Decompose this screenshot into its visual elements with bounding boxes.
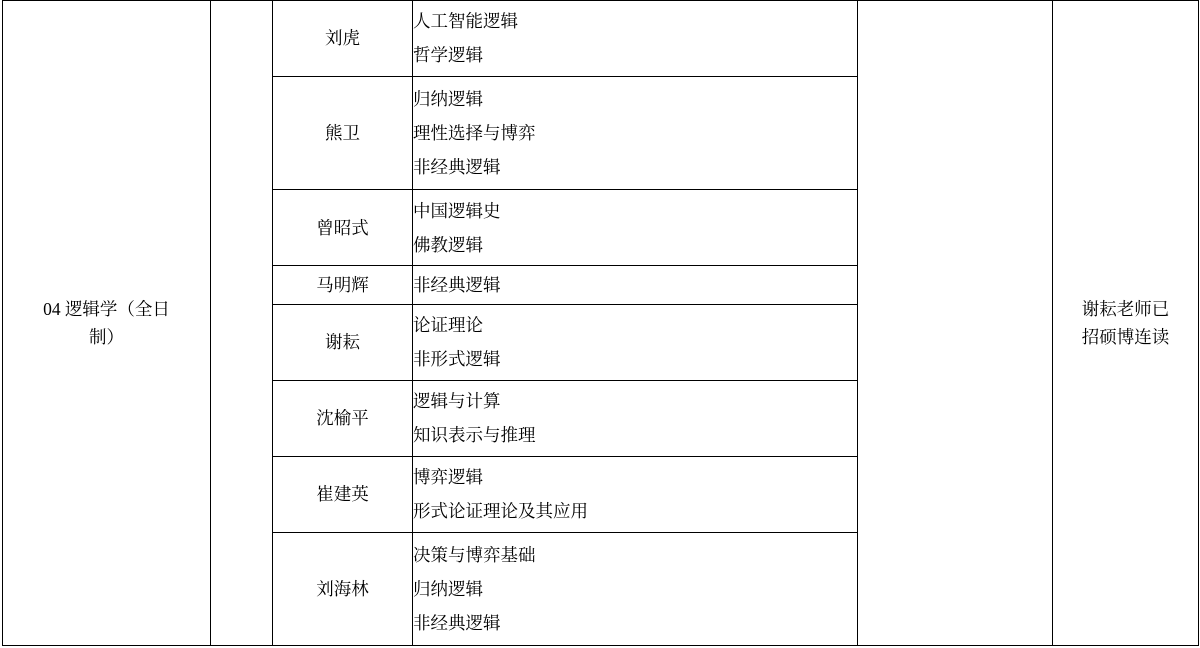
- teacher-name: 熊卫: [273, 76, 413, 189]
- topic-item: 理性选择与博弈: [413, 123, 536, 144]
- teacher-name: 马明辉: [273, 266, 413, 305]
- topic-item: 人工智能逻辑: [413, 11, 518, 32]
- note-line2: 招硕博连读: [1081, 327, 1170, 347]
- topic-item: 决策与博弈基础: [413, 544, 536, 565]
- research-topics: [413, 266, 858, 305]
- topic-item: 非形式逻辑: [413, 349, 501, 370]
- teacher-name: 刘虎: [273, 1, 413, 77]
- research-topics: [413, 1, 858, 77]
- topic-item: 非经典逻辑: [413, 157, 501, 178]
- table-row: [3, 1, 1199, 77]
- teacher-name: 曾昭式: [273, 190, 413, 266]
- research-topics: [413, 304, 858, 380]
- topic-item: 非经典逻辑: [413, 612, 501, 633]
- admissions-table: [2, 0, 1199, 646]
- research-topics: [413, 380, 858, 456]
- spacer-column-cell: [211, 1, 273, 646]
- topic-item: 知识表示与推理: [413, 425, 536, 446]
- topic-item: 归纳逻辑: [413, 578, 483, 599]
- field-label-line1: 04 逻辑学（全日: [43, 299, 170, 319]
- empty-column-cell: [858, 1, 1053, 646]
- note-line1: 谢耘老师已: [1081, 299, 1170, 319]
- research-topics: [413, 456, 858, 532]
- topic-item: 逻辑与计算: [413, 391, 501, 412]
- research-topics: [413, 532, 858, 645]
- topic-item: 形式论证理论及其应用: [413, 501, 588, 522]
- research-topics: [413, 76, 858, 189]
- field-cell: [3, 1, 211, 646]
- topic-item: 中国逻辑史: [413, 200, 501, 221]
- teacher-name: 谢耘: [273, 304, 413, 380]
- topic-item: 哲学逻辑: [413, 45, 483, 66]
- topic-item: 论证理论: [413, 315, 483, 336]
- topic-item: 归纳逻辑: [413, 89, 483, 110]
- topic-item: 博弈逻辑: [413, 467, 483, 488]
- field-label-line2: 制）: [89, 327, 124, 347]
- topic-item: 非经典逻辑: [413, 274, 501, 295]
- note-cell: [1053, 1, 1199, 646]
- teacher-name: 刘海林: [273, 532, 413, 645]
- teacher-name: 沈榆平: [273, 380, 413, 456]
- research-topics: [413, 190, 858, 266]
- topic-item: 佛教逻辑: [413, 234, 483, 255]
- teacher-name: 崔建英: [273, 456, 413, 532]
